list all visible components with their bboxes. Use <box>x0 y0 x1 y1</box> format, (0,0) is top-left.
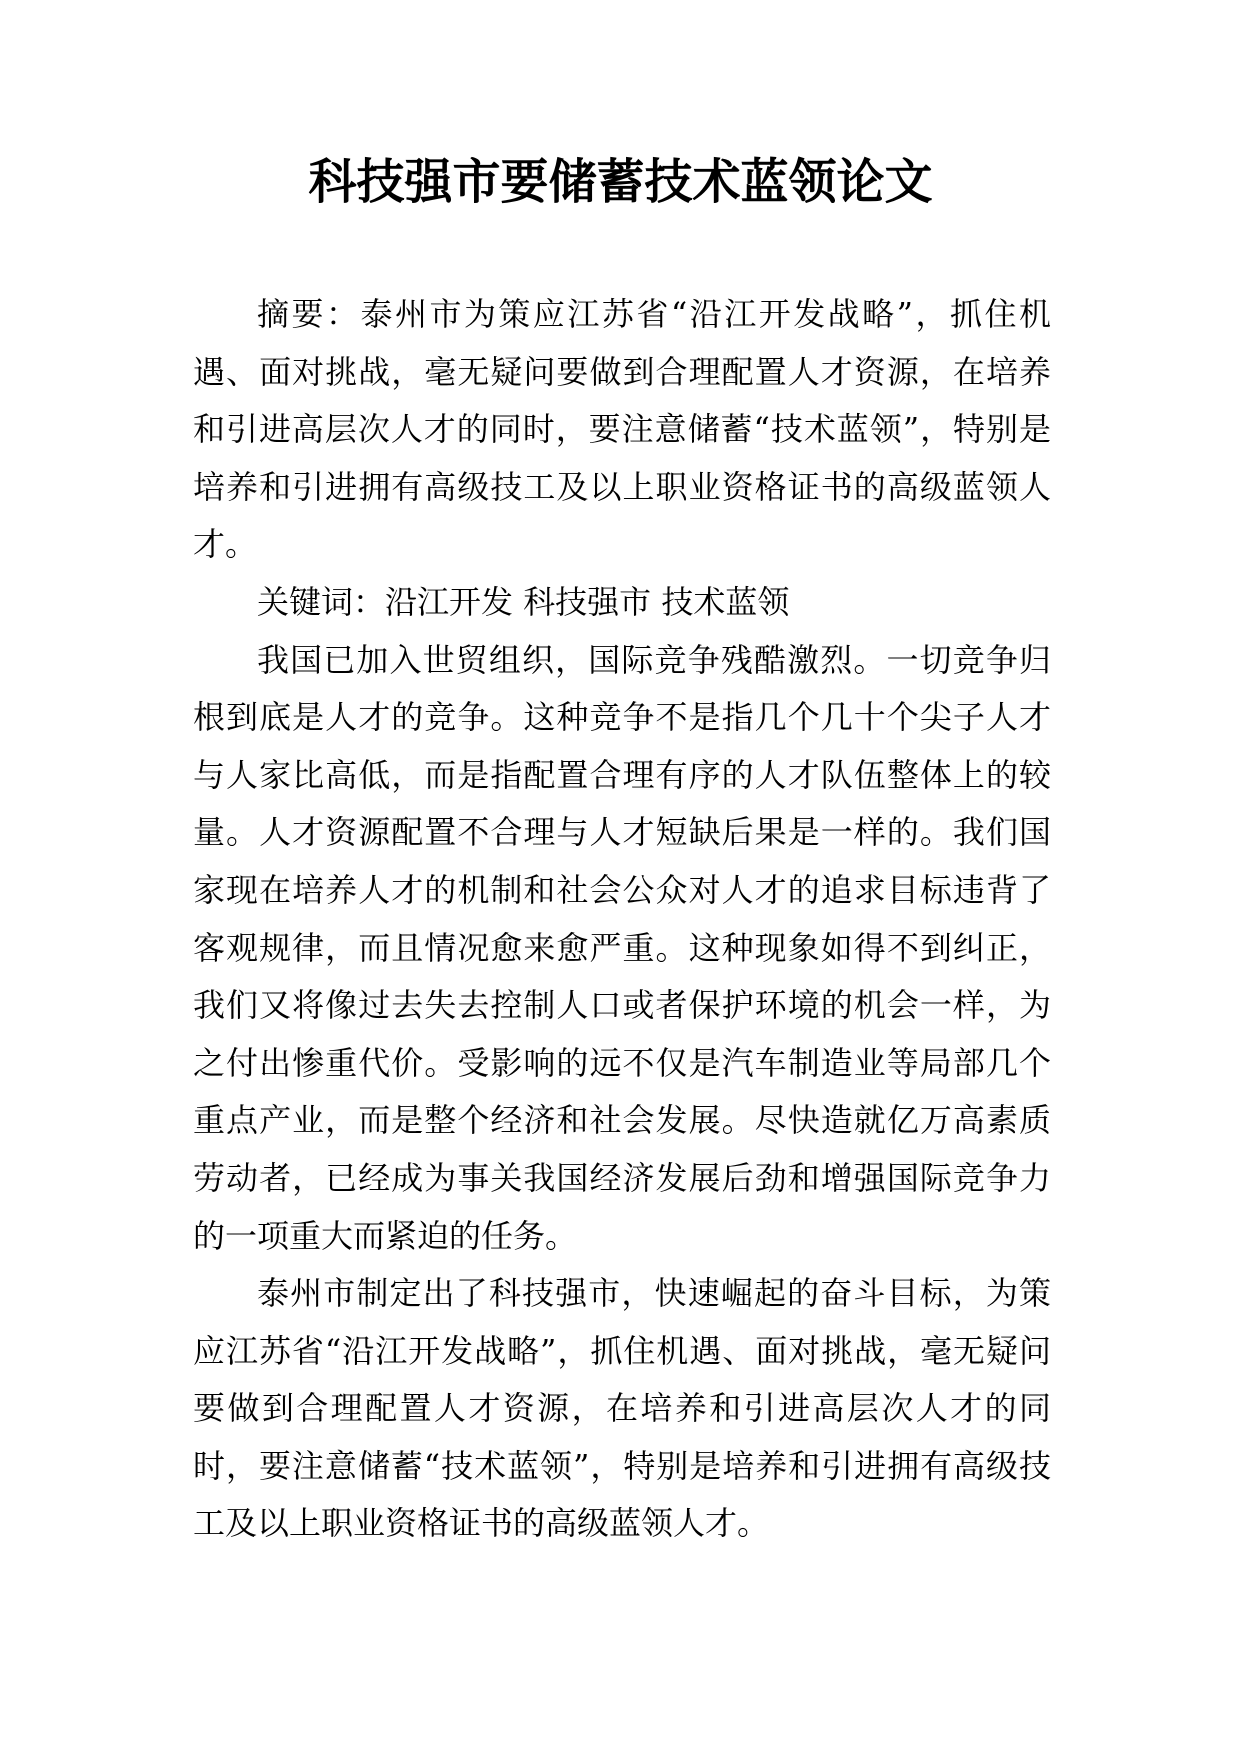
document-body <box>193 286 1051 1553</box>
abstract-paragraph: 摘要：泰州市为策应江苏省“沿江开发战略”，抓住机遇、面对挑战，毫无疑问要做到合理配置人才资源，在培养和引进高层次人才的同时，要注意储蓄“技术蓝领”，特别是培养和引进拥有高级技工及以上职业资格证书的高级蓝领人才。 <box>193 295 1051 564</box>
keywords-paragraph: 关键词：沿江开发 科技强市 技术蓝领 <box>257 582 790 621</box>
document-title: 科技强市要储蓄技术蓝领论文 <box>308 154 933 210</box>
body-paragraph: 我国已加入世贸组织，国际竞争残酷激烈。一切竞争归根到底是人才的竞争。这种竞争不是指几个几十个尖子人才与人家比高低，而是指配置合理有序的人才队伍整体上的较量。人才资源配置不合理与人才短缺后果是一样的。我们国家现在培养人才的机制和社会公众对人才的追求目标违背了客观规律，而且情况愈来愈严重。这种现象如得不到纠正，我们又将像过去失去控制人口或者保护环境的机会一样，为之付出惨重代价。受影响的远不仅是汽车制造业等局部几个重点产业，而是整个经济和社会发展。尽快造就亿万高素质劳动者，已经成为事关我国经济发展后劲和增强国际竞争力的一项重大而紧迫的任务。 <box>193 640 1051 1255</box>
body-paragraph: 泰州市制定出了科技强市，快速崛起的奋斗目标，为策应江苏省“沿江开发战略”，抓住机遇、面对挑战，毫无疑问要做到合理配置人才资源，在培养和引进高层次人才的同时，要注意储蓄“技术蓝领”，特别是培养和引进拥有高级技工及以上职业资格证书的高级蓝领人才。 <box>193 1274 1051 1543</box>
